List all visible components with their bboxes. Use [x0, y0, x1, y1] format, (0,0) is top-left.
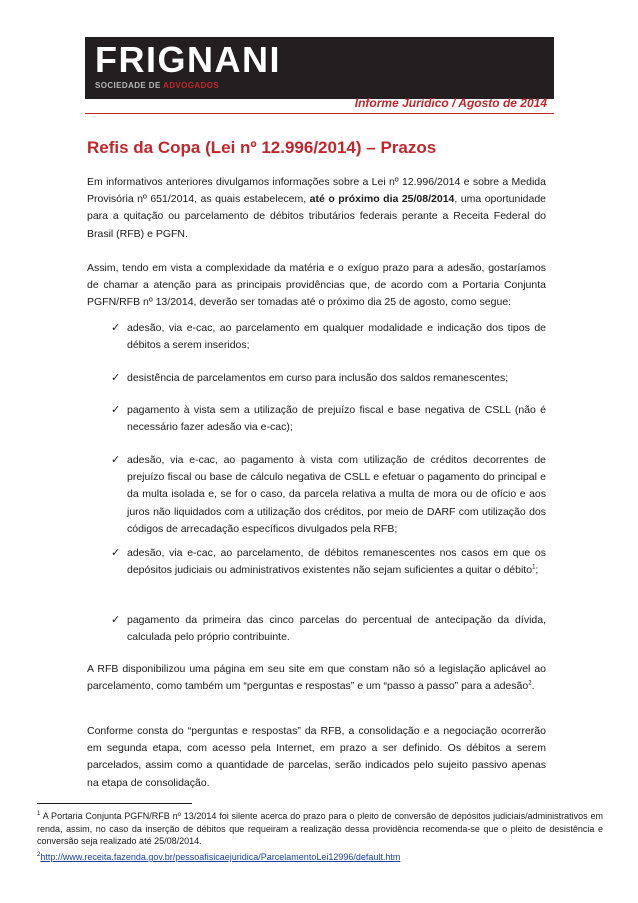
logo-sub-accent: ADVOGADOS	[163, 81, 220, 90]
list-item-2: desistência de parcelamentos em curso para inclusão dos saldos remanescentes;	[127, 372, 509, 384]
header-rule	[85, 113, 554, 114]
list-item-4: adesão, via e-cac, ao pagamento à vista com utilização de créditos decorrentes de prejuízo fiscal ou base de cálculo negativa de CSLL e efetuar o pagamento do principal e da multa isolada e, se for o caso, da parcela relativa a multa de mora ou de ofício e aos juros não liquidados com a utilização dos créditos, por meio de DARF com utilização dos códigos de arrecadação específicos divulgados pela RFB;	[127, 454, 546, 535]
paragraph-providencias: Assim, tendo em vista a complexidade da matéria e o exíguo prazo para a adesão, gostaríamos de chamar a atenção para as principais providências que, de acordo com a Portaria Conjunta PGFN/RFB nº 13/2014, deverão ser tomadas até o próximo dia 25 de agosto, como segue:	[87, 262, 546, 309]
frignani-logo	[95, 39, 281, 96]
checkmark-icon: ✓	[111, 454, 121, 466]
receita-link[interactable]: http://www.receita.fazenda.gov.br/pessoafisicaejuridica/ParcelamentoLei12996/default.htm	[40, 852, 401, 862]
footnote-ref-2: 2	[528, 680, 532, 687]
logo-subtitle	[95, 81, 275, 90]
checkmark-icon: ✓	[111, 547, 121, 559]
list-item-1: adesão, via e-cac, ao parcelamento em qualquer modalidade e indicação dos tipos de débitos a serem inseridos;	[127, 322, 546, 352]
document-title: Refis da Copa (Lei nº 12.996/2014) – Prazos	[87, 138, 437, 157]
p1-deadline-bold: até o próximo dia 25/08/2014	[309, 193, 455, 206]
checkmark-icon: ✓	[111, 404, 121, 416]
footnote-ref-1: 1	[532, 564, 536, 571]
footnote-divider	[37, 803, 192, 804]
logo-name: FRIGNANI	[95, 39, 281, 80]
footnote-2-mark: 2	[37, 852, 41, 858]
footnote-2	[37, 851, 603, 864]
list-item-6: pagamento da primeira das cinco parcelas do percentual de antecipação da dívida, calculada pelo próprio contribuinte.	[127, 614, 546, 644]
checkmark-icon: ✓	[111, 372, 121, 384]
paragraph-intro	[87, 174, 546, 243]
footnote-1-text: A Portaria Conjunta PGFN/RFB nº 13/2014 foi silente acerca do prazo para o pleito de conversão de depósitos judiciais/administrativos em renda, assim, no caso da inserção de débitos que requeiram a realização dessa providência recomenda-se que o pleito de desistência e conversão seja realizado até 25/08/2014.	[37, 811, 603, 846]
p1-text-after: , uma oportunidade para a quitação ou parcelamento de débitos tributários federais perante a Receita Federal do Brasil (RFB) e PGFN.	[87, 193, 547, 240]
logo-sub-prefix: SOCIEDADE DE	[95, 81, 164, 90]
p3-end: .	[531, 680, 535, 693]
footnote-1	[37, 810, 603, 848]
checkmark-icon: ✓	[111, 614, 121, 626]
paragraph-rfb-page	[87, 661, 546, 695]
paragraph-consolidacao: Conforme consta do “perguntas e respostas” da RFB, a consolidação e a negociação ocorrerão em segunda etapa, com acesso pela Internet, em prazo a ser definido. Os débitos a serem parcelados, assim como a quantidade de parcelas, serão indicados pelo sujeito passivo apenas na etapa de consolidação.	[87, 725, 546, 789]
list-item-5-text: adesão, via e-cac, ao parcelamento, de débitos remanescentes nos casos em que os depósitos judiciais ou administrativos existentes não sejam suficientes a quitar o débito	[127, 547, 546, 577]
p3-text: A RFB disponibilizou uma página em seu site em que constam não só a legislação aplicável ao parcelamento, como também um “perguntas e respostas” e um “passo a passo” para a adesão	[87, 663, 546, 693]
footnote-1-mark: 1	[37, 811, 41, 817]
list-item-5-end: ;	[535, 564, 539, 577]
informe-label: Informe Jurídico / Agosto de 2014	[354, 96, 547, 110]
p1-text-before: Em informativos anteriores divulgamos informações sobre a Lei nº 12.996/2014 e sobre a Medida Provisória nº 651/2014, as quais estabelecem,	[87, 176, 546, 206]
list-item-3: pagamento à vista sem a utilização de prejuízo fiscal e base negativa de CSLL (não é necessário fazer adesão via e-cac);	[127, 404, 546, 434]
checkmark-icon: ✓	[111, 322, 121, 334]
list-item-5	[127, 545, 546, 579]
